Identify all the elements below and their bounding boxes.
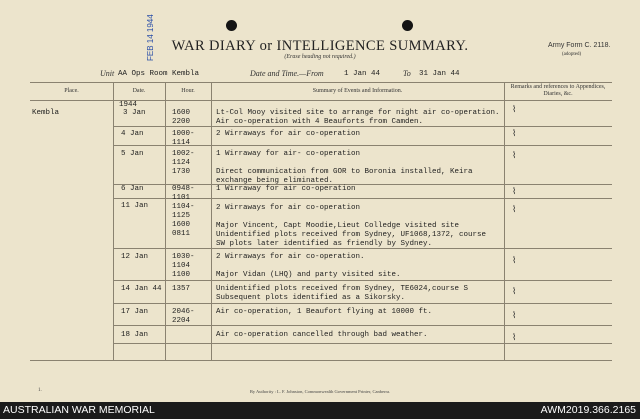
row-rule <box>113 280 612 281</box>
caption-institution: AUSTRALIAN WAR MEMORIAL <box>3 404 155 416</box>
summary-cell: 1 Wirraway for air- co-operation Direct communication from GOR to Boronia installed, Keira exchange being eliminated. <box>216 150 473 185</box>
page-number: 1. <box>38 388 42 393</box>
date-cell: 18 Jan <box>121 331 149 339</box>
header-summary: Summary of Events and Information. <box>312 88 403 94</box>
to-label: To <box>403 69 411 78</box>
pencil-mark: ⌇ <box>512 104 517 114</box>
summary-cell: 1 Wirraway for air co-operation <box>216 185 356 193</box>
date-stamp: FEB 14 1944 <box>146 14 155 61</box>
summary-cell: 2 Wirraways for air co-operation Major Vincent, Capt Moodie,Lieut Colledge visited site Unidentified plots received from Sydney, UF1068,1372, course SW plots later identified as friendly by Sydney. <box>216 204 487 248</box>
date-cell: 3 Jan <box>123 109 146 117</box>
pencil-mark: ⌇ <box>512 310 517 320</box>
summary-cell: Air co-operation cancelled through bad weather. <box>216 331 428 339</box>
date-cell: 11 Jan <box>121 202 149 210</box>
document-subtitle: (Erase heading not required.) <box>284 54 356 60</box>
printer-imprint: By Authority : L. F. Johnston, Commonwealth Government Printer, Canberra. <box>249 389 391 394</box>
pencil-mark: ⌇ <box>512 255 517 265</box>
hour-cell: 1357 <box>172 285 191 293</box>
caption-accession-number: AWM2019.366.2165 <box>540 404 636 416</box>
summary-cell: Air co-operation, 1 Beaufort flying at 10000 ft. <box>216 308 433 316</box>
year-label: 1944 <box>119 101 138 109</box>
date-cell: 4 Jan <box>121 130 144 138</box>
pencil-mark: ⌇ <box>512 332 517 342</box>
header-remarks: Remarks and references to Appendices, Diaries, &c. <box>510 84 606 97</box>
hour-cell: 1002- 1124 1730 <box>172 150 195 176</box>
date-cell: 17 Jan <box>121 308 149 316</box>
pencil-mark: ⌇ <box>512 128 517 138</box>
summary-cell: Unidentified plots received from Sydney, TE6024,course S Subsequent plots identified as a Sikorsky. <box>216 285 469 302</box>
hour-cell: 1600 2200 <box>172 109 191 126</box>
date-cell: 14 Jan 44 <box>121 285 162 293</box>
summary-cell: 2 Wirraways for air co-operation. Major Vidan (LHQ) and party visited site. <box>216 253 401 279</box>
summary-cell: 2 Wirraways for air co-operation <box>216 130 361 138</box>
punch-hole-right <box>402 20 413 31</box>
row-rule <box>113 303 612 304</box>
document-title: WAR DIARY or INTELLIGENCE SUMMARY. <box>171 38 469 54</box>
unit-label: Unit <box>100 69 115 78</box>
hour-cell: 2046- 2204 <box>172 308 195 325</box>
col-rule-summary <box>211 82 212 360</box>
from-date: 1 Jan 44 <box>344 70 381 78</box>
header-date: Date. <box>132 88 146 94</box>
date-cell: 6 Jan <box>121 185 144 193</box>
hour-cell: 1000- 1114 <box>172 130 195 147</box>
place-cell: Kembla <box>32 109 60 117</box>
hour-cell: 1104- 1125 1600 0811 <box>172 203 195 238</box>
header-hour: Hour. <box>181 88 195 94</box>
table-bottom-rule <box>30 360 612 361</box>
to-date: 31 Jan 44 <box>419 70 460 78</box>
date-time-label: Date and Time.—From <box>250 69 324 78</box>
table-top-rule <box>30 82 612 83</box>
hour-cell: 0948- 1101 <box>172 185 195 202</box>
unit-value: AA Ops Room Kembla <box>118 70 200 78</box>
header-place: Place. <box>64 88 79 94</box>
pencil-mark: ⌇ <box>512 150 517 160</box>
date-cell: 12 Jan <box>121 253 149 261</box>
col-rule-date <box>113 82 114 360</box>
header-rule <box>30 100 612 101</box>
form-note: (adopted) <box>562 52 582 57</box>
date-cell: 5 Jan <box>121 150 144 158</box>
pencil-mark: ⌇ <box>512 204 517 214</box>
hour-cell: 1030- 1104 1100 <box>172 253 195 279</box>
col-rule-hour <box>165 82 166 360</box>
col-rule-remarks <box>504 82 505 360</box>
pencil-mark: ⌇ <box>512 286 517 296</box>
punch-hole-left <box>226 20 237 31</box>
row-rule <box>113 343 612 344</box>
pencil-mark: ⌇ <box>512 186 517 196</box>
summary-cell: Lt-Col Mooy visited site to arrange for night air co-operation. Air co-operation with 4 Beauforts from Camden. <box>216 109 500 126</box>
form-number: Army Form C. 2118. <box>548 42 611 49</box>
